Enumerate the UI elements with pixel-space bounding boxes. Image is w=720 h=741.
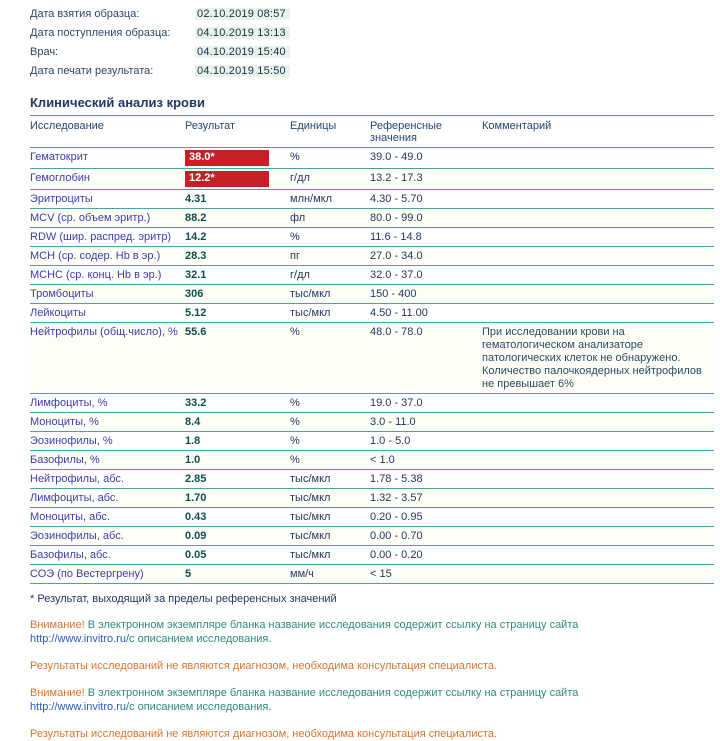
table-row bbox=[30, 266, 714, 285]
test-reference-range: 0.00 - 0.20 bbox=[370, 546, 482, 565]
test-result: 5.12 bbox=[185, 304, 290, 323]
test-units: % bbox=[290, 413, 370, 432]
test-comment bbox=[482, 413, 714, 432]
test-reference-range: 13.2 - 17.3 bbox=[370, 169, 482, 190]
date-label: Дата взятия образца: bbox=[30, 7, 140, 20]
column-header-reference: Референсные значения bbox=[370, 116, 482, 148]
test-comment: При исследовании крови на гематологическом анализаторе патологических клеток не обнаружено. Количество палочкоядерных нейтрофилов не превышает 6% bbox=[482, 323, 714, 394]
test-comment bbox=[482, 169, 714, 190]
date-label: Дата поступления образца: bbox=[30, 26, 171, 39]
table-row bbox=[30, 546, 714, 565]
date-row-printed bbox=[30, 61, 712, 80]
table-row bbox=[30, 323, 714, 394]
test-reference-range: 27.0 - 34.0 bbox=[370, 247, 482, 266]
test-result: 2.85 bbox=[185, 470, 290, 489]
test-name: MCHC (ср. конц. Hb в эр.) bbox=[30, 266, 185, 285]
url-suffix-text: с описанием исследования. bbox=[129, 633, 272, 645]
test-result: 1.0 bbox=[185, 451, 290, 470]
abnormal-footnote: * Результат, выходящий за пределы референсных значений bbox=[30, 593, 337, 605]
attention-notice bbox=[30, 686, 695, 714]
test-name: Гемоглобин bbox=[30, 169, 185, 190]
test-units: % bbox=[290, 432, 370, 451]
test-reference-range: 0.20 - 0.95 bbox=[370, 508, 482, 527]
test-units: млн/мкл bbox=[290, 190, 370, 209]
test-comment bbox=[482, 304, 714, 323]
date-label: Дата печати результата: bbox=[30, 64, 154, 77]
test-name: Базофилы, % bbox=[30, 451, 185, 470]
test-reference-range: 48.0 - 78.0 bbox=[370, 323, 482, 394]
table-row bbox=[30, 209, 714, 228]
table-row bbox=[30, 413, 714, 432]
test-reference-range: 1.0 - 5.0 bbox=[370, 432, 482, 451]
date-row-sample-taken bbox=[30, 4, 712, 23]
test-name: Лимфоциты, % bbox=[30, 394, 185, 413]
test-comment bbox=[482, 148, 714, 169]
test-units: г/дл bbox=[290, 266, 370, 285]
test-reference-range: 19.0 - 37.0 bbox=[370, 394, 482, 413]
attention-text: В электронном экземпляре бланка название исследования содержит ссылку на страницу сайта bbox=[87, 687, 579, 699]
test-name: Гематокрит bbox=[30, 148, 185, 169]
invitro-url-link[interactable]: http://www.invitro.ru/ bbox=[30, 701, 130, 713]
test-reference-range: 4.30 - 5.70 bbox=[370, 190, 482, 209]
test-comment bbox=[482, 565, 714, 584]
test-name: Моноциты, % bbox=[30, 413, 185, 432]
date-value: 04.10.2019 13:13 bbox=[195, 27, 290, 39]
section-title: Клинический анализ крови bbox=[30, 95, 205, 110]
disclaimer-notice: Результаты исследований не являются диагнозом, необходима консультация специалиста. bbox=[30, 728, 498, 740]
date-value: 02.10.2019 08:57 bbox=[195, 8, 290, 20]
test-result: 0.43 bbox=[185, 508, 290, 527]
column-header-test: Исследование bbox=[30, 116, 185, 148]
table-row bbox=[30, 169, 714, 190]
test-comment bbox=[482, 285, 714, 304]
test-comment bbox=[482, 394, 714, 413]
test-units: тыс/мкл bbox=[290, 304, 370, 323]
table-row bbox=[30, 451, 714, 470]
sample-dates-block bbox=[30, 4, 712, 80]
test-units: тыс/мкл bbox=[290, 527, 370, 546]
test-result: 55.6 bbox=[185, 323, 290, 394]
table-row bbox=[30, 304, 714, 323]
column-header-comment: Комментарий bbox=[482, 116, 714, 148]
test-result: 4.31 bbox=[185, 190, 290, 209]
test-result: 14.2 bbox=[185, 228, 290, 247]
test-units: мм/ч bbox=[290, 565, 370, 584]
test-reference-range: 80.0 - 99.0 bbox=[370, 209, 482, 228]
test-name: Лейкоциты bbox=[30, 304, 185, 323]
test-comment bbox=[482, 489, 714, 508]
test-result: 8.4 bbox=[185, 413, 290, 432]
test-result: 32.1 bbox=[185, 266, 290, 285]
test-units: пг bbox=[290, 247, 370, 266]
test-result: 33.2 bbox=[185, 394, 290, 413]
test-name: Лимфоциты, абс. bbox=[30, 489, 185, 508]
url-suffix-text: с описанием исследования. bbox=[129, 701, 272, 713]
test-result: 88.2 bbox=[185, 209, 290, 228]
test-name: Базофилы, абс. bbox=[30, 546, 185, 565]
test-units: % bbox=[290, 148, 370, 169]
test-comment bbox=[482, 266, 714, 285]
test-reference-range: 11.6 - 14.8 bbox=[370, 228, 482, 247]
table-row bbox=[30, 489, 714, 508]
attention-text: В электронном экземпляре бланка название исследования содержит ссылку на страницу сайта bbox=[87, 619, 579, 631]
test-result: 1.8 bbox=[185, 432, 290, 451]
test-units: тыс/мкл bbox=[290, 470, 370, 489]
test-units: % bbox=[290, 228, 370, 247]
abnormal-result-highlight: 12.2* bbox=[185, 171, 269, 187]
test-reference-range: 1.32 - 3.57 bbox=[370, 489, 482, 508]
test-comment bbox=[482, 190, 714, 209]
test-name: Эритроциты bbox=[30, 190, 185, 209]
results-table bbox=[30, 115, 714, 584]
test-reference-range: 3.0 - 11.0 bbox=[370, 413, 482, 432]
test-units: % bbox=[290, 451, 370, 470]
test-comment bbox=[482, 508, 714, 527]
table-row bbox=[30, 285, 714, 304]
disclaimer-notice: Результаты исследований не являются диагнозом, необходима консультация специалиста. bbox=[30, 660, 498, 672]
attention-notice bbox=[30, 618, 695, 646]
table-header-row bbox=[30, 116, 714, 148]
test-result: 0.09 bbox=[185, 527, 290, 546]
test-comment bbox=[482, 527, 714, 546]
test-result: 0.05 bbox=[185, 546, 290, 565]
test-result: 1.70 bbox=[185, 489, 290, 508]
test-comment bbox=[482, 470, 714, 489]
test-comment bbox=[482, 247, 714, 266]
test-reference-range: 32.0 - 37.0 bbox=[370, 266, 482, 285]
test-comment bbox=[482, 228, 714, 247]
test-result: 28.3 bbox=[185, 247, 290, 266]
test-name: MCV (ср. объем эритр.) bbox=[30, 209, 185, 228]
test-name: MCH (ср. содер. Hb в эр.) bbox=[30, 247, 185, 266]
test-reference-range: 39.0 - 49.0 bbox=[370, 148, 482, 169]
table-row bbox=[30, 508, 714, 527]
date-value: 04.10.2019 15:40 bbox=[195, 46, 290, 58]
attention-label: Внимание! bbox=[30, 687, 85, 699]
test-name: Эозинофилы, % bbox=[30, 432, 185, 451]
column-header-result: Результат bbox=[185, 116, 290, 148]
test-name: Тромбоциты bbox=[30, 285, 185, 304]
abnormal-result-highlight: 38.0* bbox=[185, 150, 269, 166]
test-name: Нейтрофилы, абс. bbox=[30, 470, 185, 489]
test-result: 306 bbox=[185, 285, 290, 304]
test-units: г/дл bbox=[290, 169, 370, 190]
test-name: Нейтрофилы (общ.число), % bbox=[30, 323, 185, 394]
test-result bbox=[185, 148, 290, 169]
test-result bbox=[185, 169, 290, 190]
test-name: RDW (шир. распред. эритр) bbox=[30, 228, 185, 247]
test-comment bbox=[482, 209, 714, 228]
table-row bbox=[30, 432, 714, 451]
test-units: тыс/мкл bbox=[290, 546, 370, 565]
table-row bbox=[30, 470, 714, 489]
test-reference-range: < 15 bbox=[370, 565, 482, 584]
table-row bbox=[30, 394, 714, 413]
test-reference-range: 0.00 - 0.70 bbox=[370, 527, 482, 546]
test-comment bbox=[482, 546, 714, 565]
date-row-doctor bbox=[30, 42, 712, 61]
test-comment bbox=[482, 432, 714, 451]
test-units: тыс/мкл bbox=[290, 508, 370, 527]
date-label: Врач: bbox=[30, 45, 59, 58]
test-units: фл bbox=[290, 209, 370, 228]
table-row bbox=[30, 527, 714, 546]
test-comment bbox=[482, 451, 714, 470]
table-row bbox=[30, 228, 714, 247]
test-reference-range: 150 - 400 bbox=[370, 285, 482, 304]
table-row bbox=[30, 190, 714, 209]
test-reference-range: < 1.0 bbox=[370, 451, 482, 470]
table-row bbox=[30, 148, 714, 169]
table-row bbox=[30, 565, 714, 584]
table-row bbox=[30, 247, 714, 266]
test-reference-range: 4.50 - 11.00 bbox=[370, 304, 482, 323]
test-reference-range: 1.78 - 5.38 bbox=[370, 470, 482, 489]
attention-label: Внимание! bbox=[30, 619, 85, 631]
test-name: СОЭ (по Вестергрену) bbox=[30, 565, 185, 584]
results-table-body bbox=[30, 148, 714, 584]
date-row-sample-received bbox=[30, 23, 712, 42]
test-units: % bbox=[290, 394, 370, 413]
test-units: тыс/мкл bbox=[290, 489, 370, 508]
test-units: % bbox=[290, 323, 370, 394]
date-value: 04.10.2019 15:50 bbox=[195, 65, 290, 77]
test-name: Эозинофилы, абс. bbox=[30, 527, 185, 546]
test-units: тыс/мкл bbox=[290, 285, 370, 304]
invitro-url-link[interactable]: http://www.invitro.ru/ bbox=[30, 633, 130, 645]
column-header-units: Единицы bbox=[290, 116, 370, 148]
test-result: 5 bbox=[185, 565, 290, 584]
test-name: Моноциты, абс. bbox=[30, 508, 185, 527]
